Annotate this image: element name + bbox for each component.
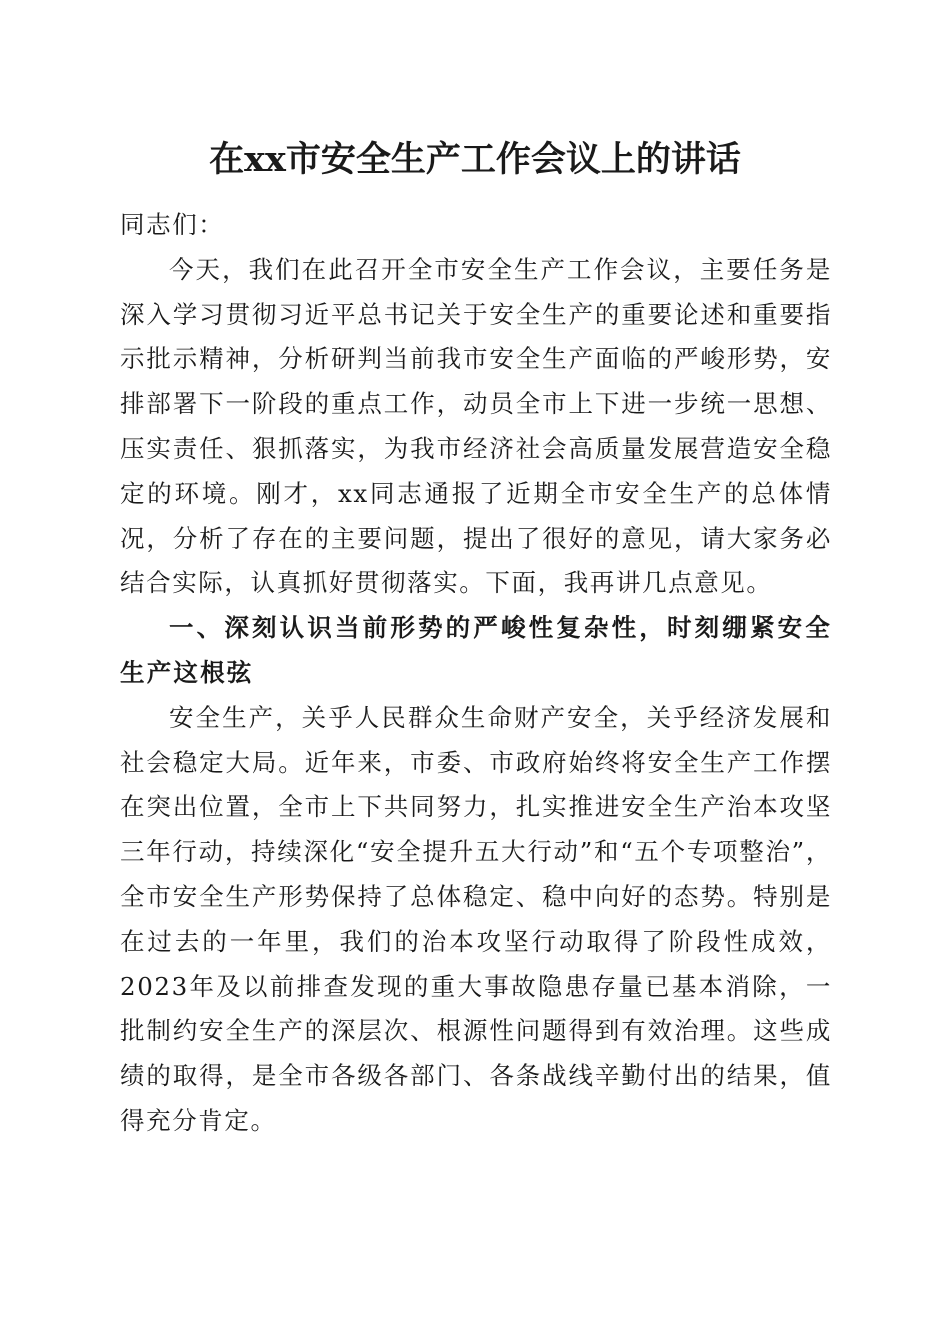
document-body bbox=[120, 203, 832, 1144]
section-heading-1: 一、深刻认识当前形势的严峻性复杂性，时刻绷紧安全生产这根弦 bbox=[120, 613, 832, 687]
opening-paragraph: 今天，我们在此召开全市安全生产工作会议，主要任务是深入学习贯彻习近平总书记关于安全生产的重要论述和重要指示批示精神，分析研判当前我市安全生产面临的严峻形势，安排部署下一阶段的重点工作，动员全市上下进一步统一思想、压实责任、狠抓落实，为我市经济社会高质量发展营造安全稳定的环境。刚才，xx同志通报了近期全市安全生产的总体情况，分析了存在的主要问题，提出了很好的意见，请大家务必结合实际，认真抓好贯彻落实。下面，我再讲几点意见。 bbox=[120, 254, 832, 598]
salutation: 同志们： bbox=[120, 210, 225, 239]
section-1-paragraph: 安全生产，关乎人民群众生命财产安全，关乎经济发展和社会稳定大局。近年来，市委、市政府始终将安全生产工作摆在突出位置，全市上下共同努力，扎实推进安全生产治本攻坚三年行动，持续深化“安全提升五大行动”和“五个专项整治”，全市安全生产形势保持了总体稳定、稳中向好的态势。特别是在过去的一年里，我们的治本攻坚行动取得了阶段性成效，2023年及以前排查发现的重大事故隐患存量已基本消除，一批制约安全生产的深层次、根源性问题得到有效治理。这些成绩的取得，是全市各级各部门、各条战线辛勤付出的结果，值得充分肯定。 bbox=[120, 702, 832, 1135]
document-title: 在xx市安全生产工作会议上的讲话 bbox=[209, 139, 741, 180]
